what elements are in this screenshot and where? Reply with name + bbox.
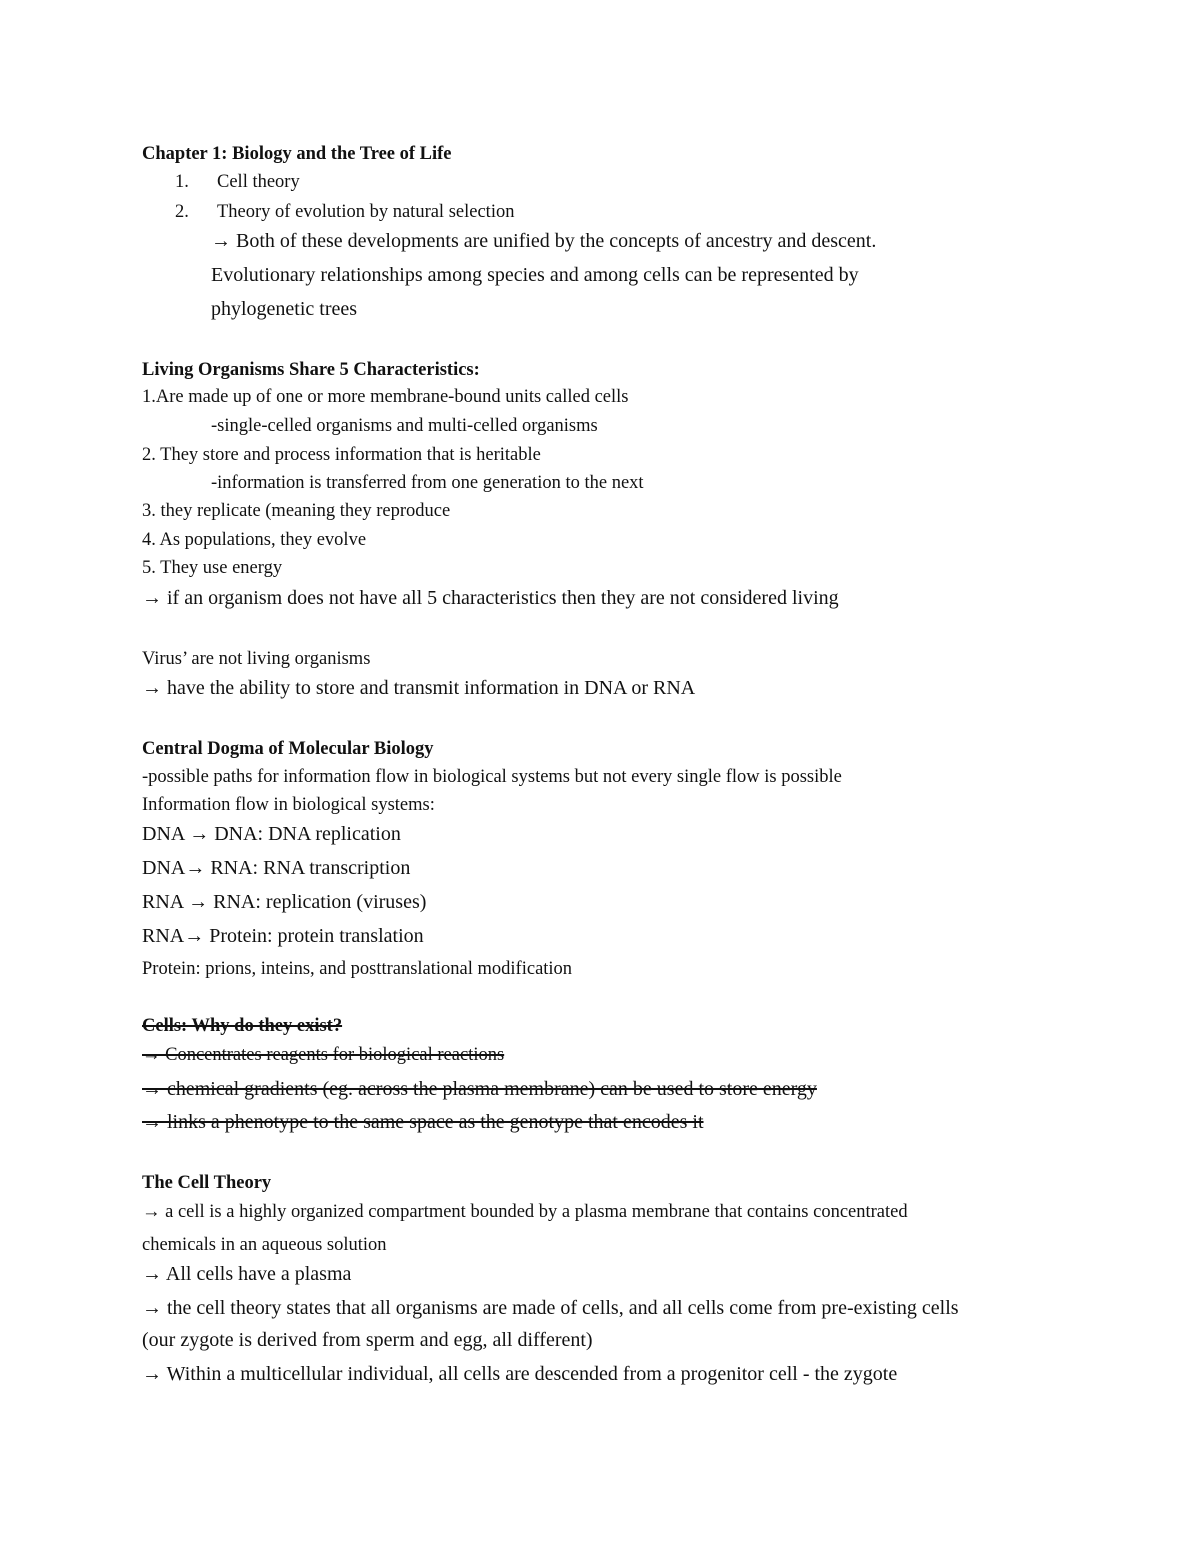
text-line: → All cells have a plasma bbox=[142, 1263, 352, 1285]
note-line: phylogenetic trees bbox=[211, 298, 358, 320]
text-line: 5. They use energy bbox=[142, 558, 283, 578]
list-item bbox=[175, 200, 514, 224]
chapter-title: Chapter 1: Biology and the Tree of Life bbox=[142, 144, 452, 164]
note-line: Evolutionary relationships among species and among cells can be represented by bbox=[211, 264, 859, 286]
text-line: DNA → DNA: DNA replication bbox=[142, 823, 401, 845]
text-line: → Within a multicellular individual, all cells are descended from a progenitor cell - the zygote bbox=[142, 1363, 898, 1385]
section-heading: Cells: Why do they exist? bbox=[142, 1016, 343, 1036]
section-heading: Living Organisms Share 5 Characteristics: bbox=[142, 360, 480, 380]
text-line: DNA→ RNA: RNA transcription bbox=[142, 857, 411, 879]
text-line: 1.Are made up of one or more membrane-bound units called cells bbox=[142, 387, 629, 407]
text-line: 4. As populations, they evolve bbox=[142, 530, 367, 550]
text-line: 3. they replicate (meaning they reproduce bbox=[142, 501, 451, 521]
text-line: → have the ability to store and transmit information in DNA or RNA bbox=[142, 677, 696, 699]
text-line: (our zygote is derived from sperm and egg, all different) bbox=[142, 1329, 593, 1351]
text-line: Virus’ are not living organisms bbox=[142, 649, 371, 669]
text-line: → the cell theory states that all organisms are made of cells, and all cells come from pre-existing cells bbox=[142, 1297, 959, 1319]
text-line: → a cell is a highly organized compartment bounded by a plasma membrane that contains concentrated bbox=[142, 1202, 908, 1222]
text-line: Protein: prions, inteins, and posttranslational modification bbox=[142, 959, 573, 979]
text-line: Information flow in biological systems: bbox=[142, 795, 435, 815]
note-line: → Both of these developments are unified by the concepts of ancestry and descent. bbox=[211, 230, 877, 252]
text-line: → if an organism does not have all 5 characteristics then they are not considered living bbox=[142, 587, 839, 609]
text-line: → links a phenotype to the same space as the genotype that encodes it bbox=[142, 1111, 704, 1133]
list-number: 2. bbox=[175, 202, 189, 222]
list-text: Theory of evolution by natural selection bbox=[217, 202, 515, 222]
text-line: RNA → RNA: replication (viruses) bbox=[142, 891, 427, 913]
text-line: chemicals in an aqueous solution bbox=[142, 1235, 387, 1255]
list-item bbox=[175, 170, 300, 194]
text-line: -possible paths for information flow in biological systems but not every single flow is possible bbox=[142, 767, 842, 787]
text-line: RNA→ Protein: protein translation bbox=[142, 925, 424, 947]
list-number: 1. bbox=[175, 172, 189, 192]
section-heading: Central Dogma of Molecular Biology bbox=[142, 739, 434, 759]
section-heading: The Cell Theory bbox=[142, 1173, 272, 1193]
text-line: -single-celled organisms and multi-celled organisms bbox=[211, 416, 598, 436]
list-text: Cell theory bbox=[217, 172, 300, 192]
text-line: → Concentrates reagents for biological reactions bbox=[142, 1045, 505, 1065]
text-line: -information is transferred from one generation to the next bbox=[211, 473, 644, 493]
text-line: 2. They store and process information that is heritable bbox=[142, 445, 541, 465]
text-line: → chemical gradients (eg. across the plasma membrane) can be used to store energy bbox=[142, 1078, 817, 1100]
